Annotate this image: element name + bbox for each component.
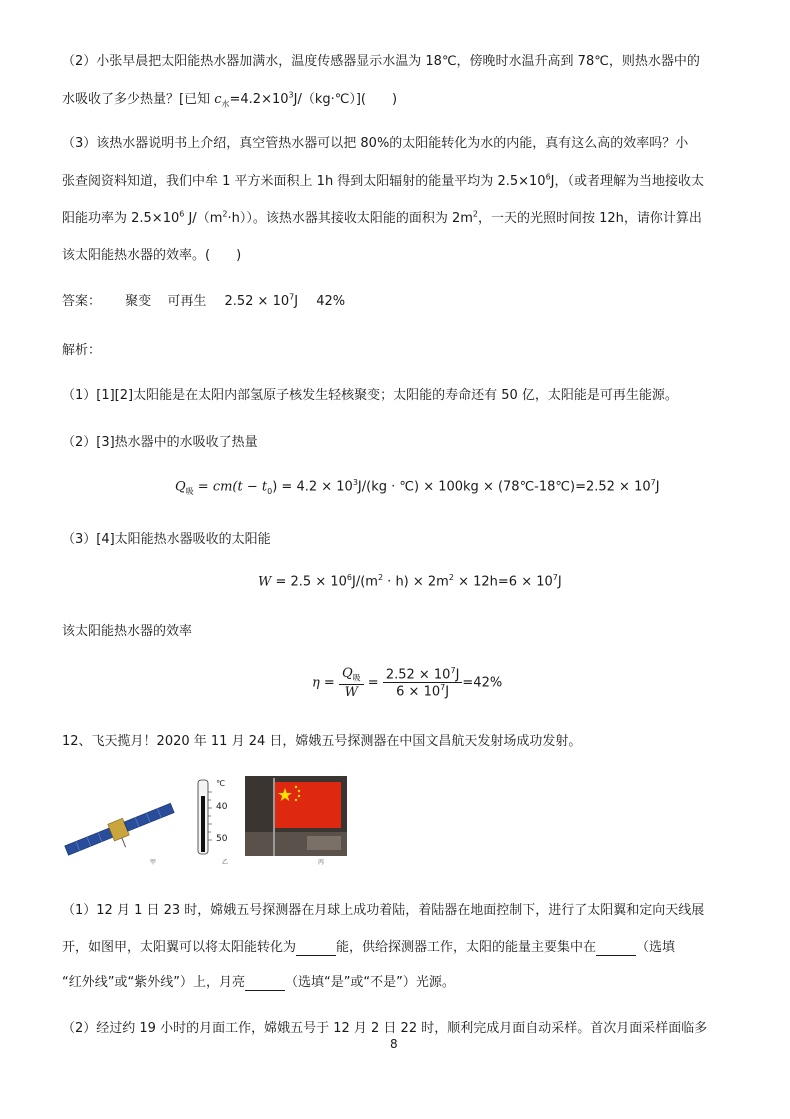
eq3-q-symbol: Q: [341, 666, 353, 682]
eq3-num2-exponent: 7: [450, 666, 456, 675]
specific-heat-symbol: c: [214, 92, 222, 107]
eq2-c: · h) × 2m: [383, 574, 449, 590]
eq1-exponent-2: 7: [650, 478, 656, 487]
q3-line-2: [62, 170, 704, 189]
figure-label-bing: 丙: [318, 859, 325, 866]
analysis-part-2: （2）[3]热水器中的水吸收了热量: [62, 435, 258, 450]
q3-line-3-prefix: 阳能功率为 2.5×10: [62, 211, 180, 226]
eq2-b: J/(m: [352, 574, 378, 590]
specific-heat-subscript: 水: [221, 99, 230, 109]
page-number: 8: [390, 1037, 398, 1051]
q3-line-1: （3）该热水器说明书上介绍，真空管热水器可以把 80%的太阳能转化为水的内能，真有这么高的效率吗？小: [62, 136, 689, 151]
eq3-fraction-1-numerator: [339, 666, 364, 685]
eq3-eta-symbol: η: [312, 675, 320, 691]
q2-line-2-prefix: 水吸收了多少热量？[已知: [62, 92, 215, 107]
q3-line-2-prefix: 张查阅资料知道，我们中牟 1 平方米面积上 1h 得到太阳辐射的能量平均为 2.5×10: [62, 174, 546, 189]
answer-blank-2[interactable]: [596, 940, 636, 956]
eq2-a: = 2.5 × 10: [271, 574, 347, 590]
q3-line-3: [62, 207, 702, 226]
answer-3-exponent: 7: [289, 292, 295, 302]
answer-label: 答案：: [62, 294, 102, 309]
thermometer-icon: [194, 778, 238, 856]
q2-line-2: [62, 88, 397, 110]
q2-line-1: （2）小张早晨把太阳能热水器加满水，温度传感器显示水温为 18℃，傍晚时水温升高到 78℃，则热水器中的: [62, 54, 700, 69]
answer-blank-3[interactable]: [245, 975, 285, 991]
equation-solar-energy: [258, 573, 562, 589]
eq2-w-symbol: W: [258, 574, 272, 590]
thermometer-unit: ℃: [216, 779, 225, 788]
eq3-num2: 2.52 × 10: [385, 667, 451, 683]
answer-2: 可再生: [167, 294, 207, 309]
figure-moon-flag: [245, 776, 347, 856]
thermometer-tick-50: 50: [216, 834, 228, 844]
satellite-icon: [60, 796, 190, 858]
figure-thermometer: [194, 778, 238, 856]
eq3-fraction-2-denominator: [383, 683, 463, 699]
eq3-fraction-2: [383, 666, 463, 700]
answer-3-base: 2.52 × 10: [224, 294, 290, 309]
q3-line-3-exponent-2: 2: [222, 209, 228, 219]
eq3-fraction-1-denominator: W: [344, 684, 358, 700]
answer-4: 42%: [316, 294, 346, 309]
q12-part-2-line-1: （2）经过约 19 小时的月面工作，嫦娥五号于 12 月 2 日 22 时，顺利完成月面自动采样。首次月面采样面临多: [62, 1021, 708, 1036]
answer-3: [224, 294, 298, 309]
q12-part-1-text-d: “红外线”或“紫外线”）上，月亮: [62, 975, 245, 990]
q12-part-1-line-2: [62, 936, 675, 956]
q3-line-3-suffix: ，一天的光照时间按 12h，请你计算出: [478, 211, 702, 226]
q2-exponent: 3: [288, 90, 294, 100]
q12-part-1-text-b: 能，供给探测器工作，太阳的能量主要集中在: [336, 940, 597, 955]
analysis-part-3: （3）[4]太阳能热水器吸收的太阳能: [62, 532, 271, 547]
eq3-fraction-2-numerator: [383, 666, 463, 683]
eq3-q-subscript: 吸: [352, 673, 361, 683]
eq3-den2-unit: J: [445, 684, 450, 700]
eq1-exponent: 3: [352, 478, 358, 487]
eq3-den2-exponent: 7: [440, 683, 446, 693]
answer-1: 聚变: [125, 294, 152, 309]
eq2-exponent-3: 2: [448, 573, 454, 582]
q12-part-1-text-a: 开，如图甲，太阳翼可以将太阳能转化为: [62, 940, 297, 955]
eq3-num2-unit: J: [455, 667, 460, 683]
eq2-exponent-4: 7: [552, 573, 558, 582]
q12-part-1-line-3: [62, 971, 455, 991]
analysis-label: 解析：: [62, 343, 102, 358]
eq2-e: J: [557, 574, 562, 590]
answer-line: [62, 290, 345, 309]
q2-line-2-suffix: J/（kg·℃）]( ): [293, 92, 398, 107]
q12-part-1-line-1: （1）12 月 1 日 23 时，嫦娥五号探测器在月球上成功着陆，着陆器在地面控制下，进行了太阳翼和定向天线展: [62, 903, 705, 918]
q3-line-2-suffix: J，（或者理解为当地接收太: [550, 174, 704, 189]
analysis-part-1: （1）[1][2]太阳能是在太阳内部氢原子核发生轻核聚变；太阳能的寿命还有 50 亿，太阳能是可再生能源。: [62, 388, 678, 403]
eq1-rest: ) = 4.2 × 10: [272, 479, 353, 495]
eq2-exponent-2: 2: [377, 573, 384, 582]
equation-heat-absorbed: [175, 478, 660, 497]
eq3-equals-2: =: [363, 675, 383, 691]
q12-title: 12、飞天揽月！2020 年 11 月 24 日，嫦娥五号探测器在中国文昌航天发射场成功发射。: [62, 734, 582, 749]
eq1-q-symbol: Q: [175, 479, 186, 495]
eq1-tail: J/(kg · ℃) × 100kg × (78℃-18℃)=2.52 × 10: [357, 479, 651, 495]
analysis-part-4: 该太阳能热水器的效率: [62, 624, 193, 639]
eq3-fraction-1: [339, 666, 364, 700]
eq2-d: × 12h=6 × 10: [453, 574, 553, 590]
eq1-end: J: [655, 479, 660, 495]
thermometer-tick-40: 40: [216, 802, 228, 812]
eq1-cm-term: = cm(t − t: [193, 479, 268, 495]
answer-3-unit: J: [294, 294, 299, 309]
q3-line-3-mid: J/（m: [184, 211, 223, 226]
q3-line-4: 该太阳能热水器的效率。( ): [62, 248, 242, 263]
eq3-result: =42%: [462, 675, 503, 691]
q12-part-1-text-c: （选填: [636, 940, 676, 955]
q12-part-1-text-e: （选填“是”或“不是”）光源。: [284, 975, 455, 990]
eq3-den2: 6 × 10: [396, 684, 441, 700]
equation-efficiency: [312, 666, 502, 700]
q3-line-3-mid-2: ·h））。该热水器其接收太阳能的面积为 2m: [227, 211, 473, 226]
q3-line-3-exponent: 6: [179, 209, 185, 219]
moon-flag-photo: [245, 776, 347, 856]
eq1-t0-subscript: 0: [267, 486, 273, 496]
figure-satellite: [60, 796, 190, 858]
answer-blank-1[interactable]: [296, 940, 336, 956]
q3-line-2-exponent: 6: [545, 172, 551, 182]
q2-value: =4.2×10: [229, 92, 289, 107]
eq2-exponent: 6: [346, 573, 352, 582]
eq1-q-subscript: 吸: [185, 486, 194, 496]
figure-label-jia: 甲: [150, 859, 157, 866]
q3-line-3-exponent-3: 2: [472, 209, 478, 219]
figure-label-yi: 乙: [222, 859, 229, 866]
eq3-equals: =: [319, 675, 339, 691]
